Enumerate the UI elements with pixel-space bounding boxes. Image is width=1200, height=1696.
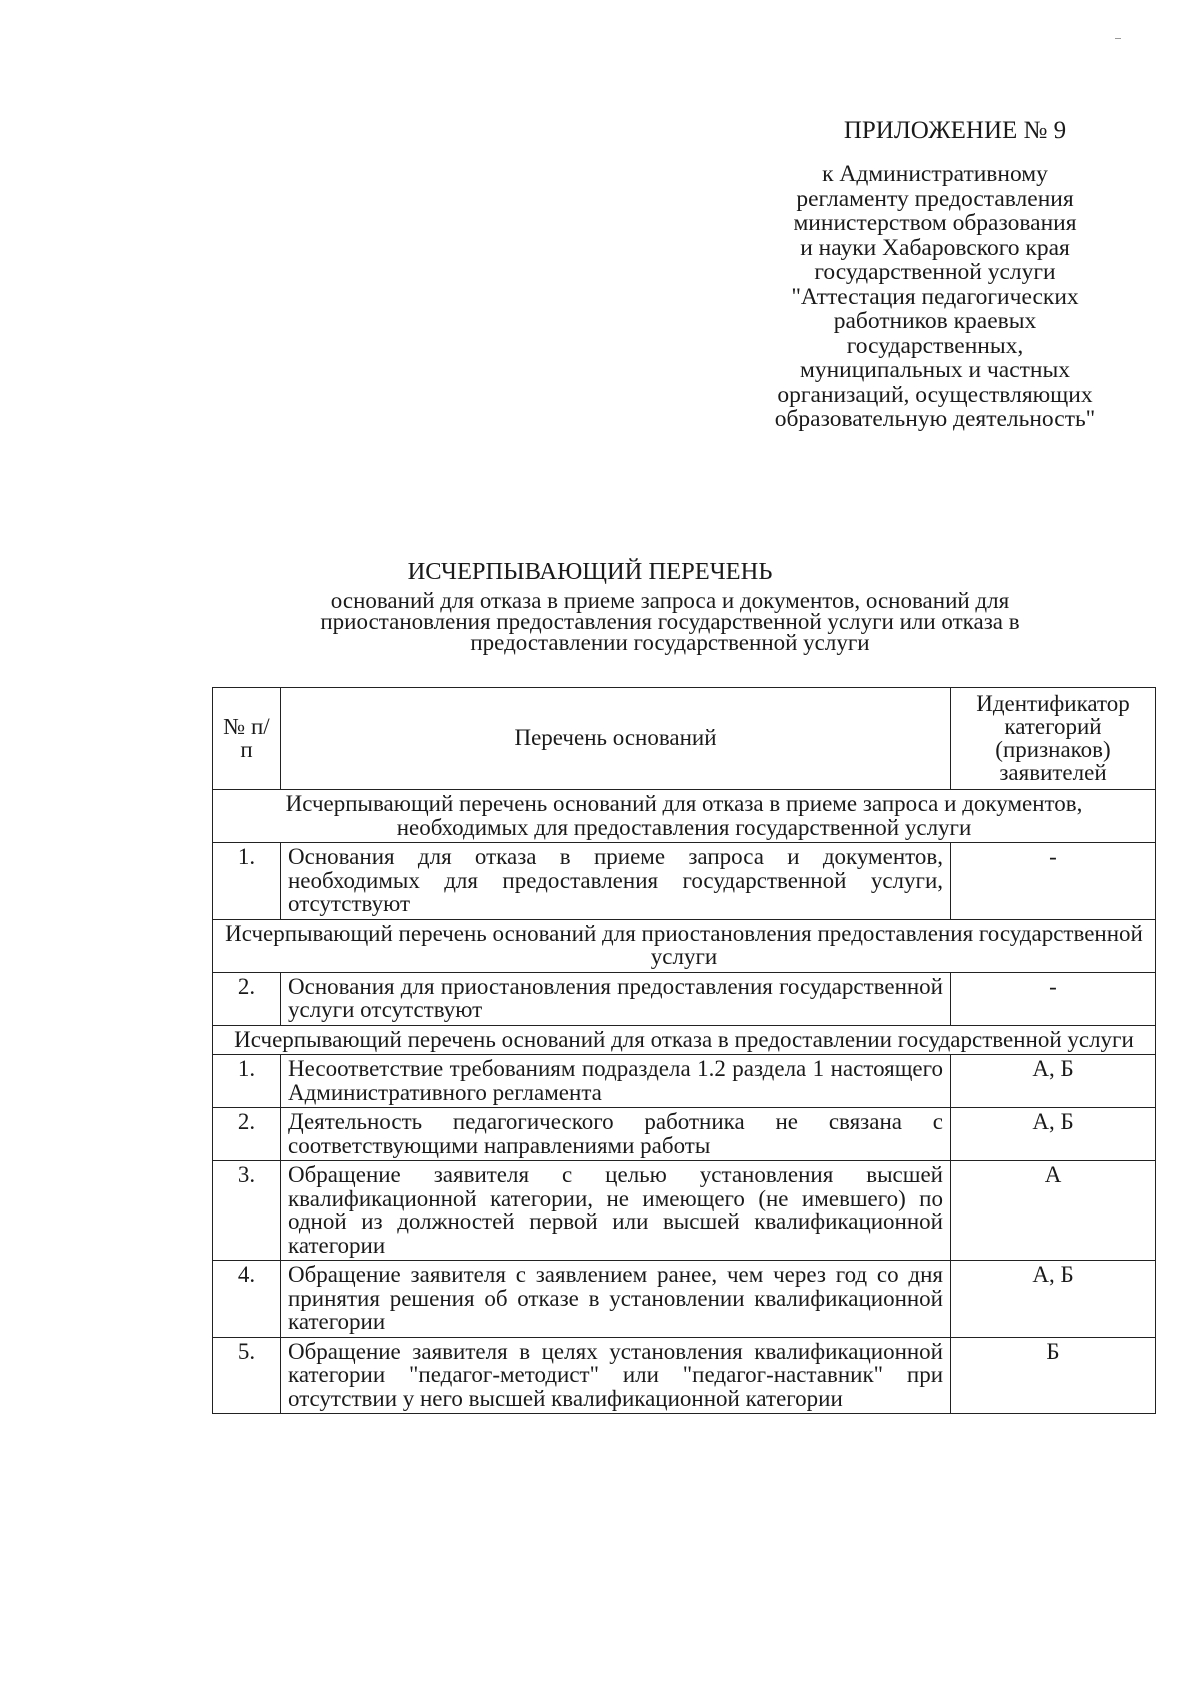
header-identifier: Идентификатор категорий (признаков) заявителей [951,688,1156,790]
section-title: Исчерпывающий перечень оснований для отказа в предоставлении государственной услуги [213,1025,1156,1055]
row-text: Обращение заявителя с заявлением ранее, чем через год со дня принятия решения об отказе в установлении квалификационной категории [281,1261,951,1338]
section-row [213,1025,1156,1055]
table-row [213,1055,1156,1108]
section-row [213,919,1156,972]
row-text: Обращение заявителя с целью установления высшей квалификационной категории, не имеющего (не имевшего) по одной из должностей первой или высшей квалификационной категории [281,1161,951,1261]
appendix-line: и науки Хабаровского края [800,234,1070,261]
appendix-line: министерством образования [793,210,1077,236]
table-row [213,1337,1156,1414]
appendix-line: регламенту предоставления [796,185,1074,212]
document-subtitle [220,590,1120,653]
row-text: Несоответствие требованиям подраздела 1.2 раздела 1 настоящего Административного регламента [281,1055,951,1108]
row-num: 2. [213,1108,281,1161]
row-ident: Б [951,1337,1156,1414]
row-ident: - [951,843,1156,920]
appendix-line: к Административному [822,161,1048,187]
section-title: Исчерпывающий перечень оснований для отказа в приеме запроса и документов, необходимых для предоставления государственной услуги [213,790,1156,843]
row-num: 4. [213,1261,281,1338]
row-ident: А, Б [951,1261,1156,1338]
appendix-block [720,116,1150,432]
table-row [213,843,1156,920]
appendix-line: государственных, [846,332,1024,359]
appendix-line: муниципальных и частных [799,357,1071,383]
section-row [213,790,1156,843]
table-row [213,972,1156,1025]
subtitle-line: предоставлении государственной услуги [470,630,870,655]
table-row [213,1161,1156,1261]
appendix-line: государственной услуги [814,259,1056,285]
header-num: № п/п [213,688,281,790]
grounds-table [212,687,1156,1414]
row-text: Основания для приостановления предоставления государственной услуги отсутствуют [281,972,951,1025]
table-row [213,1261,1156,1338]
appendix-line: образовательную деятельность" [774,406,1096,432]
subtitle-line: приостановления предоставления государственной услуги или отказа в [320,609,1020,634]
row-num: 1. [213,843,281,920]
scan-mark [1115,38,1121,39]
row-text: Деятельность педагогического работника не связана с соответствующими направлениями работы [281,1108,951,1161]
table-row [213,1108,1156,1161]
row-text: Обращение заявителя в целях установления квалификационной категории "педагог-методист" или "педагог-наставник" при отсутствии у него высшей квалификационной категории [281,1337,951,1414]
row-num: 1. [213,1055,281,1108]
row-num: 3. [213,1161,281,1261]
appendix-reference [720,162,1150,432]
appendix-line: работников краевых [833,308,1037,334]
row-ident: - [951,972,1156,1025]
row-num: 2. [213,972,281,1025]
row-ident: А [951,1161,1156,1261]
section-title: Исчерпывающий перечень оснований для приостановления предоставления государственной услуги [213,919,1156,972]
subtitle-line: оснований для отказа в приеме запроса и документов, оснований для [330,588,1010,613]
appendix-title: ПРИЛОЖЕНИЕ № 9 [843,117,1067,144]
document-title: ИСЧЕРПЫВАЮЩИЙ ПЕРЕЧЕНЬ [407,558,773,585]
header-grounds: Перечень оснований [281,688,951,790]
appendix-line: "Аттестация педагогических [791,283,1079,310]
table-header-row [213,688,1156,790]
row-ident: А, Б [951,1108,1156,1161]
row-text: Основания для отказа в приеме запроса и документов, необходимых для предоставления государственной услуги, отсутствуют [281,843,951,920]
appendix-line: организаций, осуществляющих [777,381,1093,408]
row-ident: А, Б [951,1055,1156,1108]
row-num: 5. [213,1337,281,1414]
